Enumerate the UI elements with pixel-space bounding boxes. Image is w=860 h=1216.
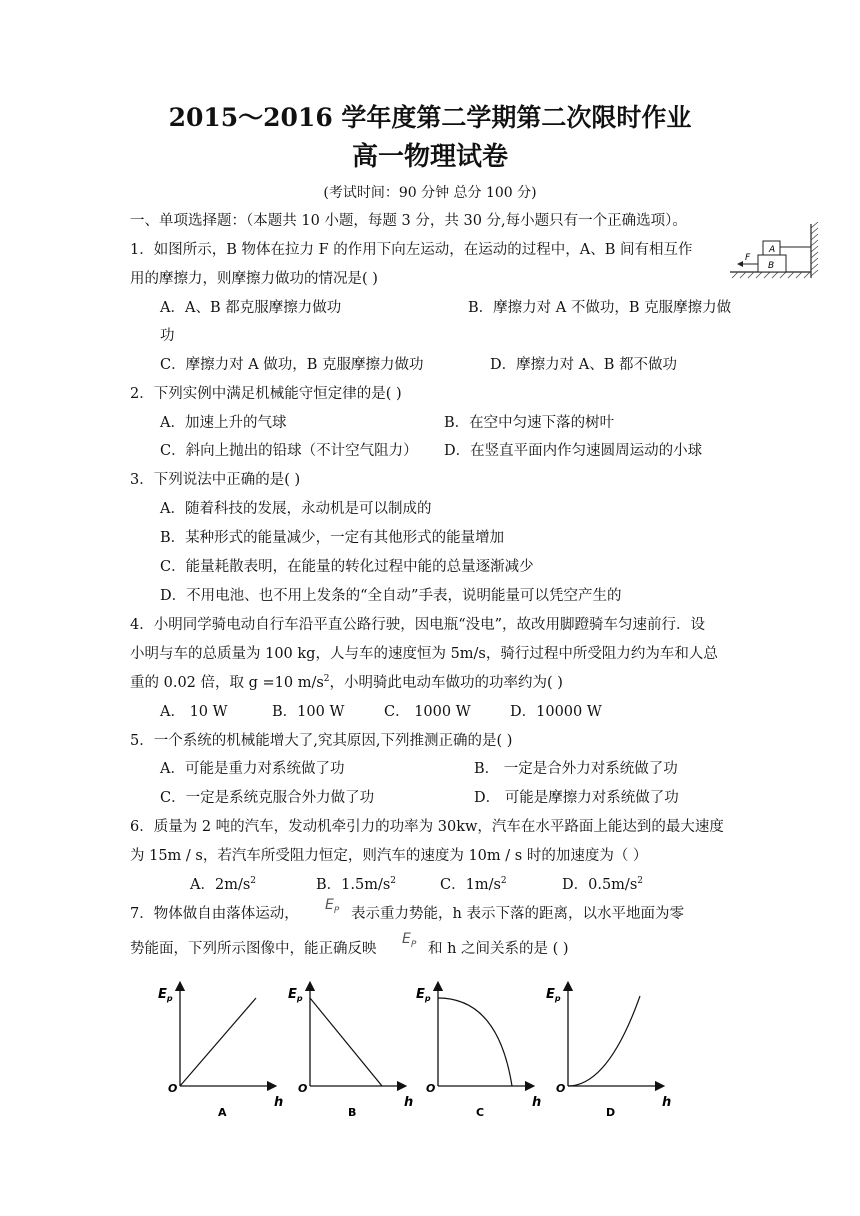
graph-B-origin: O: [298, 1082, 308, 1095]
exam-info: (考试时间：90 分钟 总分 100 分): [323, 185, 537, 201]
q4-option-a: A． 10 W: [160, 704, 228, 720]
q6-option-c: C．$1m/s^2$: [440, 876, 507, 893]
q7-ep-symbol-1: $E_P$: [325, 897, 340, 916]
q6-option-b: B．$1.5m/s^2$: [316, 876, 397, 893]
q7-stem-line1-b: 表示重力势能，h 表示下落的距离，以水平地面为零: [351, 906, 684, 922]
q6-stem-line1: 6．质量为 2 吨的汽车，发动机牵引力的功率为 30kw，汽车在水平路面上能达到的最大速度: [130, 819, 724, 835]
q1-option-d: D．摩擦力对 A、B 都不做功: [490, 357, 677, 373]
q1-option-a: A．A、B 都克服摩擦力做功: [160, 300, 342, 316]
graph-B-y-label: $E_p$: [288, 987, 303, 1003]
graph-C-y-label: $E_p$: [416, 987, 431, 1003]
graph-D-x-label: h: [662, 1095, 672, 1110]
graph-D-y-label: $E_p$: [546, 987, 561, 1003]
q2-stem: 2．下列实例中满足机械能守恒定律的是( ): [130, 386, 402, 402]
graph-C-x-label: h: [532, 1095, 542, 1110]
q4-stem-line2: 小明与车的总质量为 100 kg，人与车的速度恒为 5m/s，骑行过程中所受阻力约为车和人总: [130, 646, 718, 662]
q4-stem-line1: 4．小明同学骑电动自行车沿平直公路行驶，因电瓶“没电”，故改用脚蹬骑车匀速前行．设: [130, 617, 706, 633]
q6-option-d: D．$0.5m/s^2$: [562, 876, 643, 893]
graph-C-caption: C: [476, 1106, 485, 1119]
graph-A-origin: O: [168, 1082, 178, 1095]
q3-option-c: C．能量耗散表明，在能量的转化过程中能的总量逐渐减少: [160, 559, 534, 575]
q3-stem: 3．下列说法中正确的是( ): [130, 472, 301, 488]
q3-option-a: A．随着科技的发展，永动机是可以制成的: [160, 501, 432, 517]
q5-option-c: C．一定是系统克服合外力做了功: [160, 790, 375, 806]
q6-option-a: A．$2m/s^2$: [190, 876, 257, 893]
q7-stem-line2-a: 势能面，下列所示图像中，能正确反映: [130, 941, 377, 957]
q6-stem-line2: 为 15m / s，若汽车所受阻力恒定，则汽车的速度为 10m / s 时的加速度为（ ）: [130, 848, 648, 864]
q1-option-b-cont: 功: [160, 328, 175, 344]
graph-D-caption: D: [606, 1106, 616, 1119]
q4-option-b: B．100 W: [272, 704, 345, 720]
q7-graphs: [150, 980, 690, 1120]
q1-fig-label-b: B: [768, 261, 775, 271]
graph-A-caption: A: [218, 1106, 227, 1119]
q1-fig-label-f: F: [745, 253, 751, 263]
section-heading: 一、单项选择题：（本题共 10 小题，每题 3 分，共 30 分,每小题只有一个正确选项）。: [130, 213, 687, 229]
graph-C-origin: O: [426, 1082, 436, 1095]
graph-B-caption: B: [348, 1106, 357, 1119]
q5-stem: 5．一个系统的机械能增大了,究其原因,下列推测正确的是( ): [130, 733, 513, 749]
graph-B-curve: [310, 998, 382, 1086]
graph-C-curve: [438, 998, 512, 1086]
graph-A-x-label: h: [274, 1095, 284, 1110]
q7-stem-line2-b: 和 h 之间关系的是 ( ): [428, 941, 569, 957]
q3-option-d: D．不用电池、也不用上发条的“全自动”手表，说明能量可以凭空产生的: [160, 588, 622, 604]
q5-option-a: A．可能是重力对系统做了功: [160, 761, 345, 777]
q1-figure: [728, 222, 824, 284]
graph-D-origin: O: [556, 1082, 566, 1095]
graph-B-x-label: h: [404, 1095, 414, 1110]
graph-D-curve: [568, 996, 640, 1086]
q2-option-a: A．加速上升的气球: [160, 415, 287, 431]
q2-option-d: D．在竖直平面内作匀速圆周运动的小球: [444, 443, 703, 459]
q1-fig-label-a: A: [769, 245, 776, 255]
q4-stem-line3: 重的 0.02 倍，取 g =10 $m/s^2$，小明骑此电动车做功的功率约为( ): [130, 674, 563, 691]
graph-A-y-label: $E_p$: [158, 987, 173, 1003]
q4-option-d: D．10000 W: [510, 704, 602, 720]
q1-stem-line2: 用的摩擦力，则摩擦力做功的情况是( ): [130, 271, 378, 287]
page-title: 2015～2016 学年度第二学期第二次限时作业: [168, 103, 692, 132]
q4-option-c: C． 1000 W: [384, 704, 471, 720]
q2-option-c: C．斜向上抛出的铅球（不计空气阻力）: [160, 443, 418, 459]
page-subtitle: 高一物理试卷: [351, 142, 508, 172]
q5-option-d: D． 可能是摩擦力对系统做了功: [474, 790, 679, 806]
q1-stem-line1: 1．如图所示，B 物体在拉力 F 的作用下向左运动，在运动的过程中，A、B 间有相互作: [130, 242, 693, 258]
graph-A-curve: [180, 998, 256, 1086]
q7-stem-line1-a: 7．物体做自由落体运动，: [130, 906, 299, 922]
q3-option-b: B．某种形式的能量减少，一定有其他形式的能量增加: [160, 530, 505, 546]
q1-option-b: B．摩擦力对 A 不做功，B 克服摩擦力做: [468, 300, 732, 316]
q7-ep-symbol-2: $E_P$: [402, 931, 417, 950]
q1-option-c: C．摩擦力对 A 做功，B 克服摩擦力做功: [160, 357, 424, 373]
q2-option-b: B．在空中匀速下落的树叶: [444, 415, 615, 431]
q5-option-b: B． 一定是合外力对系统做了功: [474, 761, 678, 777]
